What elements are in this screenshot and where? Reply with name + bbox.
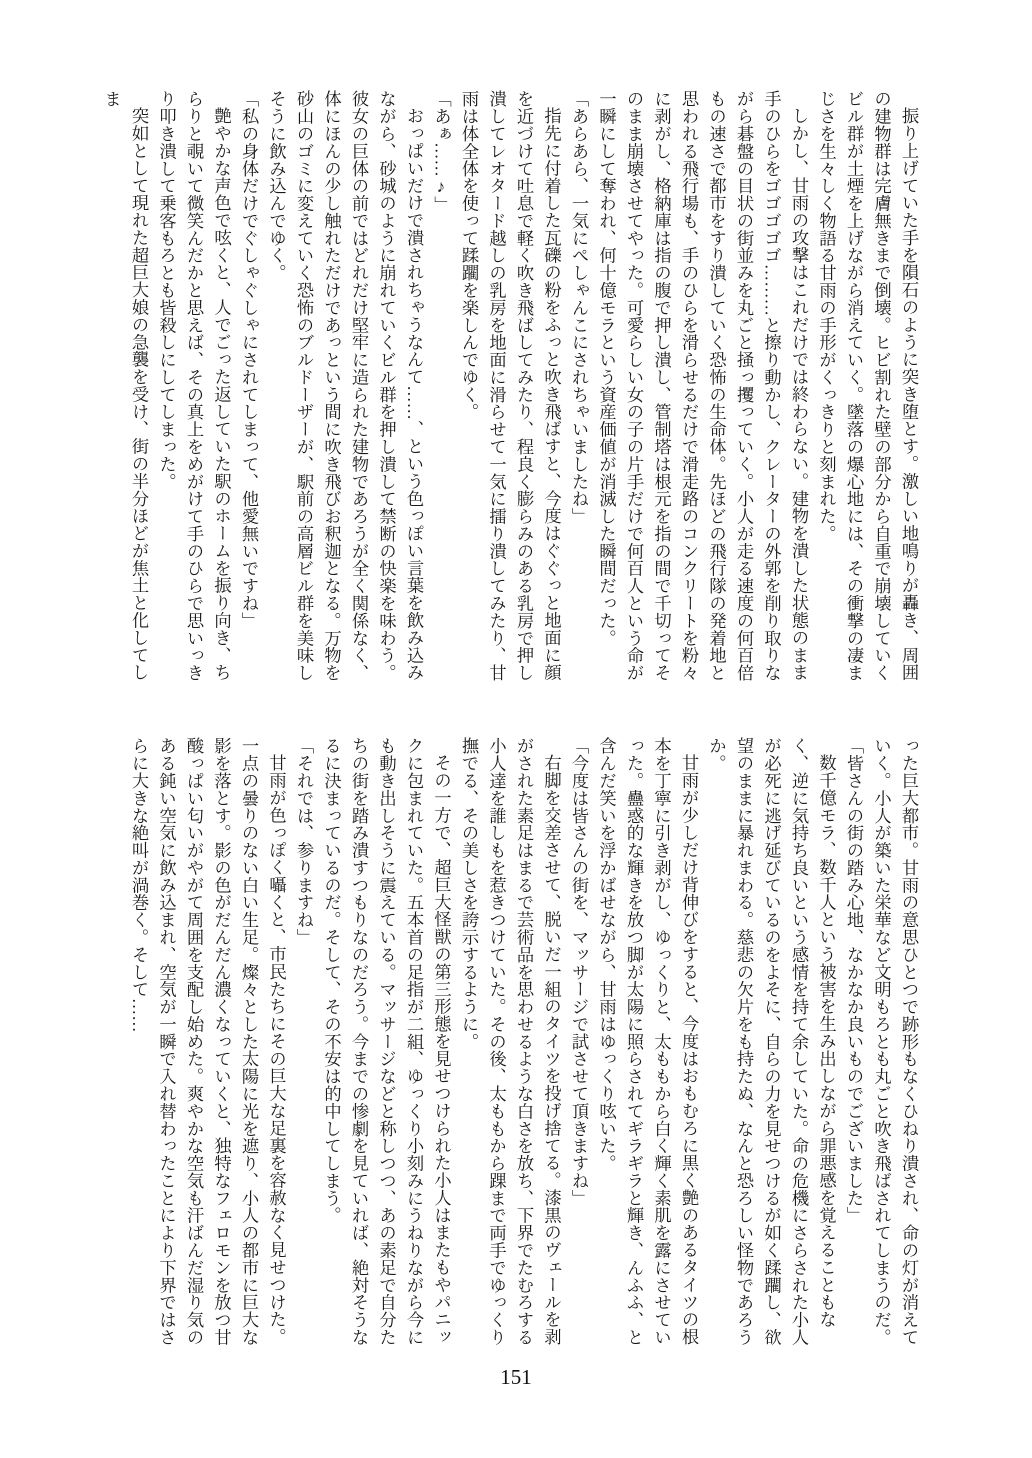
paragraph: 「私の身体だけでぐしゃぐしゃにされてしまって、他愛無いですね」 [239,90,258,630]
paragraph: 数千億モラ、数千人という被害を生み出しながら罪悪感を覚えることもなく、逆に気持ち良いという感情を持て余していた。命の危機にさらされた小人が必死に逃げ延びているのをよそに、自らの力を見せつけるが如く蹂躙し、欲望のままに暴れまわる。慈悲の欠片をも持たぬ、なんと恐ろしい怪物であろうか。 [706,737,836,1346]
paragraph: 右脚を交差させて、脱いだ一組のタイツを投げ捨てる。漆黒のヴェールを剥がされた素足はまるで芸術品を思わせるような白さを放ち、下界でたむろする小人達を誰しもを惹きつけていた。その後、太ももから踝まで両手でゆっくり撫でる、その美しさを誇示するように。 [459,737,561,1346]
paragraph: 甘雨が色っぽく囁くと、市民たちにその巨大な足裏を容赦なく見せつけた。一点の曇りのない白い生足。燦々とした太陽に光を遮り、小人の都市に巨大な影を落とす。影の色がだんだん濃くなっていくと、独特なフェロモンを放つ甘酸っぱい匂いがやがて周囲を支配し始めた。爽やかな空気も汗ばんだ湿り気のある鈍い空気に飲み込まれ、空気が一瞬で入れ替わったことにより下界ではさらに大きな絶叫が渦巻く。そして…… [129,737,286,1346]
paragraph: 突如として現れた超巨大娘の急襲を受け、街の半分ほどが焦土と化してしま [101,90,148,682]
paragraph: 艶やかな声色で呟くと、人でごった返していた駅のホームを振り向き、ちらりと覗いて微笑んだかと思えば、その真上をめがけて手のひらで思いっきり叩き潰して乗客もろとも皆殺しにしてしまった。 [156,90,231,682]
paragraph: その一方で、超巨大怪獣の第三形態を見せつけられた小人はまたもやパニックに包まれていた。五本首の足指が二組、ゆっくり小刻みにうねりながら今にも動き出しそうに震えている。マッサージなどと称しつつ、あの素足で自分たちの街を踏み潰すつもりなのだろう。今までの惨劇を見ていれば、絶対そうなるに決まっているのだ。そして、その不安は的中してしまう。 [321,737,451,1346]
paragraph: 「あぁ……♪」 [431,90,451,214]
paragraph: 「あらあら、一気にぺしゃんこにされちゃいましたね」 [569,90,588,525]
paragraph: った巨大都市。甘雨の意思ひとつで跡形もなくひねり潰され、命の灯が消えていく。小人が築いた栄華など文明もろとも丸ごと吹き飛ばされてしまうのだ。 [871,737,918,1346]
paragraph: しかし、甘雨の攻撃はこれだけでは終わらない。建物を潰した状態のまま手のひらをゴゴゴゴゴ………と擦り動かし、クレーターの外郭を削り取りながら碁盤の目状の街並みを丸ごと掻っ攫っていく。小人が走る速度の何百倍もの速さで都市をすり潰していく恐怖の生命体。先ほどの飛行隊の発着地と思われる飛行場も、手のひらを滑らせるだけで滑走路のコンクリートを粉々に剥がし、格納庫は指の腹で押し潰し、管制塔は根元を指の間で千切ってそのまま崩壊させてやった。可愛らしい女の子の片手だけで何百人という命が一瞬にして奪われ、何十億モラという資産価値が消滅した瞬間だった。 [596,90,808,682]
text-block-top [87,90,922,698]
paragraph: 「今度は皆さんの街を、マッサージで試させて頂きますね」 [569,737,588,1207]
paragraph: 「皆さんの街の踏み心地、なかなか良いものでございました」 [844,737,863,1224]
paragraph: 指先に付着した瓦礫の粉をふっと吹き飛ばすと、今度はぐぐっと地面に顔を近づけて吐息で軽く吹き飛ばしてみたり、程良く膨らみのある乳房で押し潰してレオタード越しの乳房を地面に滑らせて一気に擂り潰してみたり、甘雨は体全体を使って蹂躙を楽しんでゆく。 [459,90,561,682]
text-block-bottom [87,737,922,1347]
paragraph: 振り上げていた手を隕石のように突き堕とす。激しい地鳴りが轟き、周囲の建物群は完膚無きまで倒壊。ヒビ割れた壁の部分から自重で崩壊していくビル群が土煙を上げながら消えていく。墜落の爆心地には、その衝撃の凄まじさを生々しく物語る甘雨の手形がくっきりと刻まれた。 [816,90,918,682]
paragraph: 甘雨が少しだけ背伸びをすると、今度はおもむろに黒く艶のあるタイツの根本を丁寧に引き剥がし、ゆっくりと、太ももから白く輝く素肌を露にさせていった。蠱惑的な輝きを放つ脚が太陽に照らされてギラギラと輝き、んふふ、と含んだ笑いを浮かばせながら、甘雨はゆっくり呟いた。 [596,737,698,1346]
paragraph: おっぱいだけで潰されちゃうなんて……、という色っぽい言葉を飲み込みながら、砂城のように崩れていくビル群を押し潰して禁断の快楽を味わう。彼女の巨体の前ではどれだけ堅牢に造られた建物であろうが全く関係なく、体にほんの少し触れただけであっという間に吹き飛びお釈迦となる。万物を砂山のゴミに変えていく恐怖のブルドーザーが、駅前の高層ビル群を美味しそうに飲み込んでゆく。 [266,90,423,682]
page-number: 151 [500,1365,532,1389]
paragraph: 「それでは、参りますね」 [294,737,313,946]
